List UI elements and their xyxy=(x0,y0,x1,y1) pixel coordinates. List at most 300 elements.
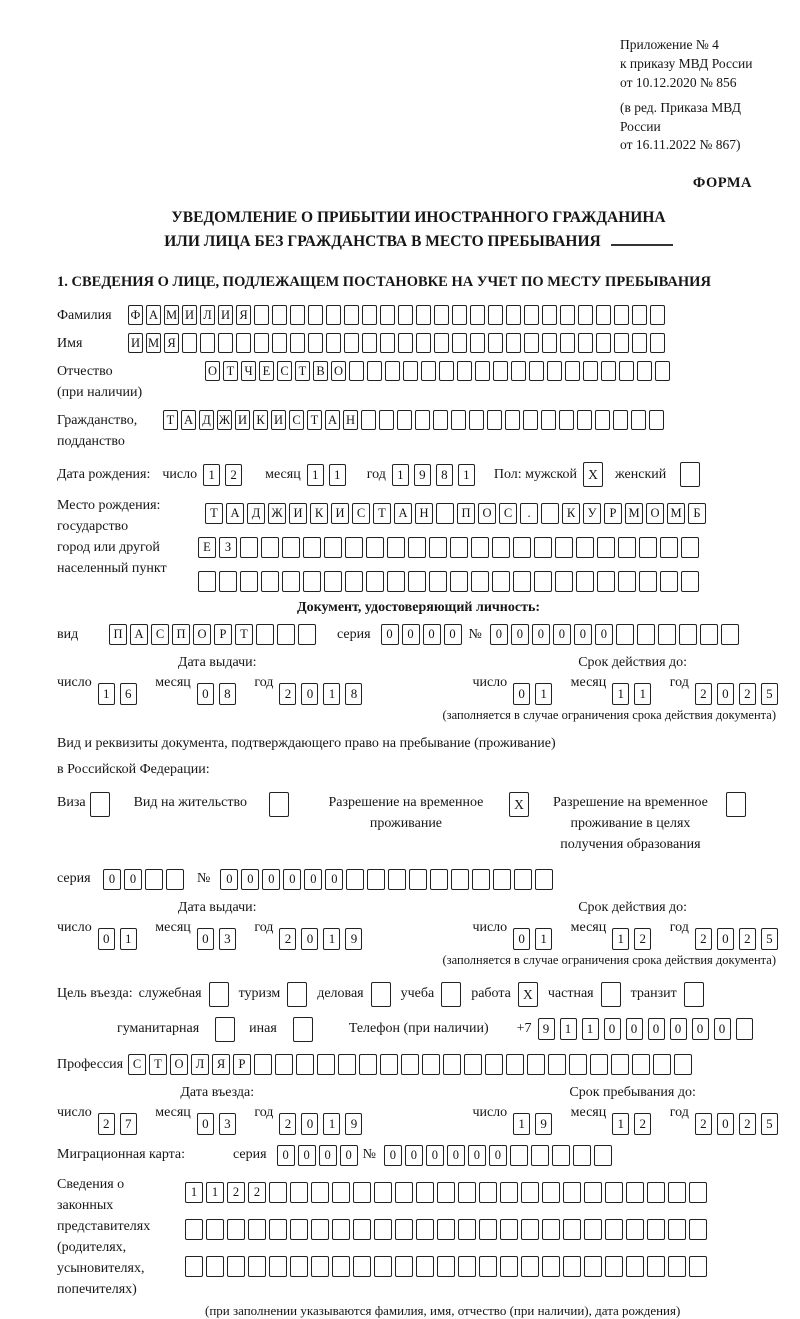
char-cell[interactable] xyxy=(345,537,363,558)
char-cell[interactable]: 0 xyxy=(301,1113,318,1135)
char-cell[interactable] xyxy=(523,410,538,430)
char-cell[interactable]: 2 xyxy=(634,1113,651,1135)
char-cell[interactable] xyxy=(521,1219,539,1240)
char-cell[interactable]: 6 xyxy=(120,683,137,705)
char-cell[interactable]: 2 xyxy=(695,928,712,950)
char-cell[interactable]: О xyxy=(331,361,346,381)
char-cell[interactable] xyxy=(524,333,539,353)
char-cell[interactable]: 2 xyxy=(248,1182,266,1203)
char-cell[interactable] xyxy=(437,1219,455,1240)
char-cell[interactable]: 8 xyxy=(436,464,453,486)
char-cell[interactable] xyxy=(560,305,575,325)
char-cell[interactable]: 0 xyxy=(283,869,301,890)
char-cell[interactable] xyxy=(649,410,664,430)
char-cell[interactable]: С xyxy=(277,361,292,381)
char-cell[interactable]: 1 xyxy=(98,683,115,705)
char-cell[interactable]: С xyxy=(499,503,517,524)
char-cell[interactable] xyxy=(668,1182,686,1203)
char-cell[interactable]: Ж xyxy=(217,410,232,430)
char-cell[interactable] xyxy=(472,869,490,890)
char-cell[interactable] xyxy=(500,1256,518,1277)
char-cell[interactable]: 1 xyxy=(120,928,137,950)
char-cell[interactable] xyxy=(681,571,699,592)
char-cell[interactable] xyxy=(359,1054,377,1075)
char-cell[interactable]: 0 xyxy=(574,624,592,645)
char-cell[interactable] xyxy=(721,624,739,645)
char-cell[interactable] xyxy=(616,624,634,645)
char-cell[interactable] xyxy=(513,571,531,592)
char-cell[interactable]: 1 xyxy=(203,464,220,486)
char-cell[interactable] xyxy=(277,624,295,645)
char-cell[interactable]: Ф xyxy=(128,305,143,325)
char-cell[interactable]: 1 xyxy=(185,1182,203,1203)
char-cell[interactable] xyxy=(290,305,305,325)
char-cell[interactable]: 2 xyxy=(695,683,712,705)
purpose-other-checkbox[interactable] xyxy=(293,1017,313,1042)
char-cell[interactable] xyxy=(547,361,562,381)
char-cell[interactable] xyxy=(613,410,628,430)
char-cell[interactable] xyxy=(655,361,670,381)
char-cell[interactable] xyxy=(563,1219,581,1240)
char-cell[interactable] xyxy=(637,624,655,645)
char-cell[interactable] xyxy=(398,305,413,325)
char-cell[interactable] xyxy=(542,1182,560,1203)
char-cell[interactable]: 0 xyxy=(595,624,613,645)
char-cell[interactable]: Я xyxy=(164,333,179,353)
char-cell[interactable] xyxy=(626,1256,644,1277)
char-cell[interactable] xyxy=(290,333,305,353)
char-cell[interactable] xyxy=(261,537,279,558)
char-cell[interactable] xyxy=(639,537,657,558)
char-cell[interactable] xyxy=(458,1219,476,1240)
char-cell[interactable] xyxy=(611,1054,629,1075)
char-cell[interactable]: 0 xyxy=(197,683,214,705)
char-cell[interactable] xyxy=(555,537,573,558)
char-cell[interactable] xyxy=(254,305,269,325)
char-cell[interactable] xyxy=(317,1054,335,1075)
char-cell[interactable] xyxy=(397,410,412,430)
char-cell[interactable] xyxy=(605,1256,623,1277)
char-cell[interactable] xyxy=(631,410,646,430)
char-cell[interactable]: . xyxy=(520,503,538,524)
char-cell[interactable] xyxy=(626,1219,644,1240)
char-cell[interactable]: 9 xyxy=(345,928,362,950)
char-cell[interactable]: 0 xyxy=(626,1018,643,1040)
char-cell[interactable] xyxy=(303,537,321,558)
char-cell[interactable] xyxy=(403,361,418,381)
char-cell[interactable]: О xyxy=(478,503,496,524)
char-cell[interactable] xyxy=(416,1219,434,1240)
char-cell[interactable]: 0 xyxy=(384,1145,402,1166)
char-cell[interactable] xyxy=(668,1256,686,1277)
char-cell[interactable] xyxy=(434,333,449,353)
char-cell[interactable] xyxy=(443,1054,461,1075)
char-cell[interactable]: 0 xyxy=(717,1113,734,1135)
char-cell[interactable] xyxy=(311,1182,329,1203)
char-cell[interactable] xyxy=(464,1054,482,1075)
char-cell[interactable]: 9 xyxy=(345,1113,362,1135)
char-cell[interactable] xyxy=(227,1219,245,1240)
char-cell[interactable] xyxy=(326,333,341,353)
char-cell[interactable] xyxy=(272,333,287,353)
char-cell[interactable] xyxy=(614,333,629,353)
char-cell[interactable] xyxy=(626,1182,644,1203)
char-cell[interactable] xyxy=(408,571,426,592)
char-cell[interactable] xyxy=(374,1219,392,1240)
char-cell[interactable]: 0 xyxy=(103,869,121,890)
char-cell[interactable] xyxy=(681,537,699,558)
char-cell[interactable]: И xyxy=(331,503,349,524)
char-cell[interactable] xyxy=(632,1054,650,1075)
char-cell[interactable]: И xyxy=(235,410,250,430)
char-cell[interactable] xyxy=(353,1219,371,1240)
char-cell[interactable] xyxy=(650,333,665,353)
char-cell[interactable]: К xyxy=(253,410,268,430)
char-cell[interactable] xyxy=(506,333,521,353)
char-cell[interactable]: 0 xyxy=(513,683,530,705)
temp-residence-checkbox[interactable]: X xyxy=(509,792,529,817)
char-cell[interactable]: 0 xyxy=(423,624,441,645)
char-cell[interactable]: А xyxy=(394,503,412,524)
char-cell[interactable]: 0 xyxy=(301,928,318,950)
char-cell[interactable] xyxy=(653,1054,671,1075)
char-cell[interactable] xyxy=(614,305,629,325)
char-cell[interactable]: 1 xyxy=(323,1113,340,1135)
char-cell[interactable] xyxy=(470,305,485,325)
char-cell[interactable] xyxy=(475,361,490,381)
char-cell[interactable]: Я xyxy=(236,305,251,325)
char-cell[interactable] xyxy=(362,305,377,325)
char-cell[interactable]: 0 xyxy=(444,624,462,645)
char-cell[interactable]: 0 xyxy=(98,928,115,950)
char-cell[interactable]: 0 xyxy=(604,1018,621,1040)
char-cell[interactable]: А xyxy=(226,503,244,524)
char-cell[interactable]: 2 xyxy=(279,1113,296,1135)
char-cell[interactable] xyxy=(166,869,184,890)
sex-male-checkbox[interactable]: X xyxy=(583,462,603,487)
char-cell[interactable] xyxy=(298,624,316,645)
char-cell[interactable]: Т xyxy=(149,1054,167,1075)
char-cell[interactable] xyxy=(269,1256,287,1277)
char-cell[interactable]: Д xyxy=(247,503,265,524)
char-cell[interactable] xyxy=(534,571,552,592)
char-cell[interactable] xyxy=(437,1182,455,1203)
char-cell[interactable]: А xyxy=(325,410,340,430)
char-cell[interactable]: 2 xyxy=(695,1113,712,1135)
purpose-business-checkbox[interactable] xyxy=(209,982,229,1007)
char-cell[interactable] xyxy=(576,571,594,592)
char-cell[interactable]: 0 xyxy=(298,1145,316,1166)
char-cell[interactable] xyxy=(689,1219,707,1240)
char-cell[interactable]: 7 xyxy=(120,1113,137,1135)
char-cell[interactable] xyxy=(605,1219,623,1240)
char-cell[interactable]: 2 xyxy=(225,464,242,486)
char-cell[interactable] xyxy=(596,305,611,325)
char-cell[interactable] xyxy=(492,537,510,558)
char-cell[interactable] xyxy=(409,869,427,890)
char-cell[interactable] xyxy=(275,1054,293,1075)
char-cell[interactable] xyxy=(569,1054,587,1075)
char-cell[interactable]: У xyxy=(583,503,601,524)
char-cell[interactable] xyxy=(542,333,557,353)
char-cell[interactable] xyxy=(290,1256,308,1277)
char-cell[interactable] xyxy=(227,1256,245,1277)
char-cell[interactable] xyxy=(408,537,426,558)
char-cell[interactable]: 5 xyxy=(761,1113,778,1135)
char-cell[interactable]: С xyxy=(128,1054,146,1075)
char-cell[interactable] xyxy=(471,537,489,558)
char-cell[interactable]: 0 xyxy=(197,1113,214,1135)
char-cell[interactable] xyxy=(542,1219,560,1240)
char-cell[interactable]: 5 xyxy=(761,683,778,705)
char-cell[interactable]: 2 xyxy=(279,683,296,705)
char-cell[interactable] xyxy=(240,571,258,592)
char-cell[interactable] xyxy=(185,1256,203,1277)
char-cell[interactable] xyxy=(479,1256,497,1277)
char-cell[interactable]: 0 xyxy=(197,928,214,950)
char-cell[interactable]: К xyxy=(310,503,328,524)
char-cell[interactable]: 0 xyxy=(124,869,142,890)
char-cell[interactable] xyxy=(647,1219,665,1240)
char-cell[interactable]: 0 xyxy=(301,683,318,705)
char-cell[interactable] xyxy=(487,410,502,430)
char-cell[interactable] xyxy=(541,410,556,430)
char-cell[interactable] xyxy=(439,361,454,381)
char-cell[interactable]: 1 xyxy=(612,683,629,705)
char-cell[interactable] xyxy=(416,1256,434,1277)
char-cell[interactable] xyxy=(583,361,598,381)
char-cell[interactable] xyxy=(429,537,447,558)
char-cell[interactable]: 1 xyxy=(458,464,475,486)
char-cell[interactable]: В xyxy=(313,361,328,381)
char-cell[interactable]: 2 xyxy=(98,1113,115,1135)
char-cell[interactable] xyxy=(605,1182,623,1203)
char-cell[interactable]: А xyxy=(146,305,161,325)
char-cell[interactable]: 1 xyxy=(392,464,409,486)
char-cell[interactable] xyxy=(185,1219,203,1240)
char-cell[interactable] xyxy=(254,1054,272,1075)
char-cell[interactable] xyxy=(416,333,431,353)
char-cell[interactable] xyxy=(308,333,323,353)
char-cell[interactable]: 0 xyxy=(490,624,508,645)
char-cell[interactable]: Л xyxy=(191,1054,209,1075)
purpose-transit-checkbox[interactable] xyxy=(684,982,704,1007)
char-cell[interactable] xyxy=(689,1182,707,1203)
char-cell[interactable] xyxy=(366,571,384,592)
char-cell[interactable] xyxy=(256,624,274,645)
char-cell[interactable] xyxy=(618,571,636,592)
char-cell[interactable]: 0 xyxy=(670,1018,687,1040)
char-cell[interactable]: Б xyxy=(688,503,706,524)
char-cell[interactable] xyxy=(647,1256,665,1277)
char-cell[interactable] xyxy=(563,1256,581,1277)
char-cell[interactable] xyxy=(450,571,468,592)
char-cell[interactable]: 2 xyxy=(227,1182,245,1203)
char-cell[interactable] xyxy=(206,1256,224,1277)
char-cell[interactable] xyxy=(506,1054,524,1075)
char-cell[interactable]: 1 xyxy=(513,1113,530,1135)
char-cell[interactable]: Р xyxy=(233,1054,251,1075)
char-cell[interactable]: 1 xyxy=(535,683,552,705)
char-cell[interactable] xyxy=(416,1182,434,1203)
char-cell[interactable] xyxy=(324,571,342,592)
char-cell[interactable] xyxy=(416,305,431,325)
char-cell[interactable]: Т xyxy=(295,361,310,381)
char-cell[interactable]: О xyxy=(646,503,664,524)
char-cell[interactable] xyxy=(535,869,553,890)
char-cell[interactable] xyxy=(395,1182,413,1203)
char-cell[interactable] xyxy=(479,1182,497,1203)
sex-female-checkbox[interactable] xyxy=(680,462,700,487)
char-cell[interactable]: Я xyxy=(212,1054,230,1075)
char-cell[interactable] xyxy=(338,1054,356,1075)
char-cell[interactable]: С xyxy=(352,503,370,524)
char-cell[interactable] xyxy=(577,410,592,430)
char-cell[interactable] xyxy=(367,361,382,381)
char-cell[interactable] xyxy=(548,1054,566,1075)
char-cell[interactable] xyxy=(366,537,384,558)
char-cell[interactable] xyxy=(542,1256,560,1277)
char-cell[interactable] xyxy=(346,869,364,890)
char-cell[interactable] xyxy=(590,1054,608,1075)
char-cell[interactable] xyxy=(458,1256,476,1277)
char-cell[interactable]: 0 xyxy=(319,1145,337,1166)
char-cell[interactable]: Т xyxy=(235,624,253,645)
char-cell[interactable]: Т xyxy=(223,361,238,381)
char-cell[interactable] xyxy=(597,571,615,592)
char-cell[interactable]: И xyxy=(182,305,197,325)
char-cell[interactable] xyxy=(679,624,697,645)
char-cell[interactable] xyxy=(374,1182,392,1203)
char-cell[interactable] xyxy=(254,333,269,353)
char-cell[interactable] xyxy=(388,869,406,890)
char-cell[interactable] xyxy=(559,410,574,430)
char-cell[interactable] xyxy=(380,305,395,325)
char-cell[interactable] xyxy=(534,537,552,558)
char-cell[interactable]: 1 xyxy=(323,928,340,950)
visa-checkbox[interactable] xyxy=(90,792,110,817)
char-cell[interactable]: О xyxy=(193,624,211,645)
char-cell[interactable]: П xyxy=(457,503,475,524)
char-cell[interactable] xyxy=(618,537,636,558)
char-cell[interactable]: 9 xyxy=(414,464,431,486)
char-cell[interactable]: 9 xyxy=(538,1018,555,1040)
char-cell[interactable] xyxy=(660,571,678,592)
char-cell[interactable] xyxy=(488,333,503,353)
char-cell[interactable]: 0 xyxy=(513,928,530,950)
purpose-study-checkbox[interactable] xyxy=(441,982,461,1007)
char-cell[interactable] xyxy=(379,410,394,430)
char-cell[interactable]: Н xyxy=(343,410,358,430)
char-cell[interactable] xyxy=(269,1182,287,1203)
char-cell[interactable]: 8 xyxy=(219,683,236,705)
char-cell[interactable] xyxy=(437,1256,455,1277)
char-cell[interactable] xyxy=(521,1182,539,1203)
char-cell[interactable]: М xyxy=(146,333,161,353)
char-cell[interactable]: 1 xyxy=(560,1018,577,1040)
char-cell[interactable]: А xyxy=(130,624,148,645)
char-cell[interactable] xyxy=(240,537,258,558)
char-cell[interactable]: 1 xyxy=(307,464,324,486)
char-cell[interactable] xyxy=(380,333,395,353)
char-cell[interactable]: З xyxy=(219,537,237,558)
char-cell[interactable] xyxy=(436,503,454,524)
char-cell[interactable] xyxy=(541,503,559,524)
char-cell[interactable] xyxy=(514,869,532,890)
char-cell[interactable] xyxy=(387,537,405,558)
char-cell[interactable]: С xyxy=(151,624,169,645)
char-cell[interactable]: 0 xyxy=(426,1145,444,1166)
char-cell[interactable] xyxy=(345,571,363,592)
char-cell[interactable] xyxy=(700,624,718,645)
char-cell[interactable] xyxy=(430,869,448,890)
char-cell[interactable]: 1 xyxy=(612,928,629,950)
char-cell[interactable]: 0 xyxy=(553,624,571,645)
char-cell[interactable]: Л xyxy=(200,305,215,325)
char-cell[interactable]: 0 xyxy=(717,683,734,705)
char-cell[interactable] xyxy=(332,1256,350,1277)
char-cell[interactable]: 0 xyxy=(511,624,529,645)
char-cell[interactable] xyxy=(361,410,376,430)
char-cell[interactable] xyxy=(619,361,634,381)
char-cell[interactable] xyxy=(303,571,321,592)
char-cell[interactable]: 8 xyxy=(345,683,362,705)
char-cell[interactable] xyxy=(311,1219,329,1240)
char-cell[interactable]: 0 xyxy=(381,624,399,645)
char-cell[interactable]: А xyxy=(181,410,196,430)
char-cell[interactable]: 2 xyxy=(279,928,296,950)
char-cell[interactable] xyxy=(415,410,430,430)
char-cell[interactable] xyxy=(469,410,484,430)
char-cell[interactable]: 0 xyxy=(447,1145,465,1166)
char-cell[interactable] xyxy=(511,361,526,381)
char-cell[interactable]: 3 xyxy=(219,1113,236,1135)
char-cell[interactable]: 1 xyxy=(612,1113,629,1135)
char-cell[interactable] xyxy=(344,333,359,353)
char-cell[interactable] xyxy=(353,1256,371,1277)
char-cell[interactable] xyxy=(261,571,279,592)
char-cell[interactable] xyxy=(595,410,610,430)
char-cell[interactable] xyxy=(736,1018,753,1040)
char-cell[interactable] xyxy=(632,305,647,325)
char-cell[interactable] xyxy=(451,869,469,890)
char-cell[interactable] xyxy=(639,571,657,592)
char-cell[interactable]: Т xyxy=(373,503,391,524)
purpose-commercial-checkbox[interactable] xyxy=(371,982,391,1007)
char-cell[interactable] xyxy=(647,1182,665,1203)
char-cell[interactable] xyxy=(524,305,539,325)
char-cell[interactable] xyxy=(182,333,197,353)
char-cell[interactable]: 0 xyxy=(325,869,343,890)
char-cell[interactable] xyxy=(219,571,237,592)
char-cell[interactable] xyxy=(660,537,678,558)
char-cell[interactable]: 2 xyxy=(634,928,651,950)
char-cell[interactable]: 1 xyxy=(535,928,552,950)
char-cell[interactable]: К xyxy=(562,503,580,524)
char-cell[interactable] xyxy=(452,305,467,325)
char-cell[interactable] xyxy=(485,1054,503,1075)
char-cell[interactable] xyxy=(290,1219,308,1240)
char-cell[interactable] xyxy=(269,1219,287,1240)
char-cell[interactable] xyxy=(565,361,580,381)
char-cell[interactable]: 0 xyxy=(402,624,420,645)
char-cell[interactable]: Д xyxy=(199,410,214,430)
char-cell[interactable] xyxy=(479,1219,497,1240)
char-cell[interactable] xyxy=(505,410,520,430)
char-cell[interactable] xyxy=(668,1219,686,1240)
char-cell[interactable]: 0 xyxy=(489,1145,507,1166)
char-cell[interactable]: 0 xyxy=(648,1018,665,1040)
